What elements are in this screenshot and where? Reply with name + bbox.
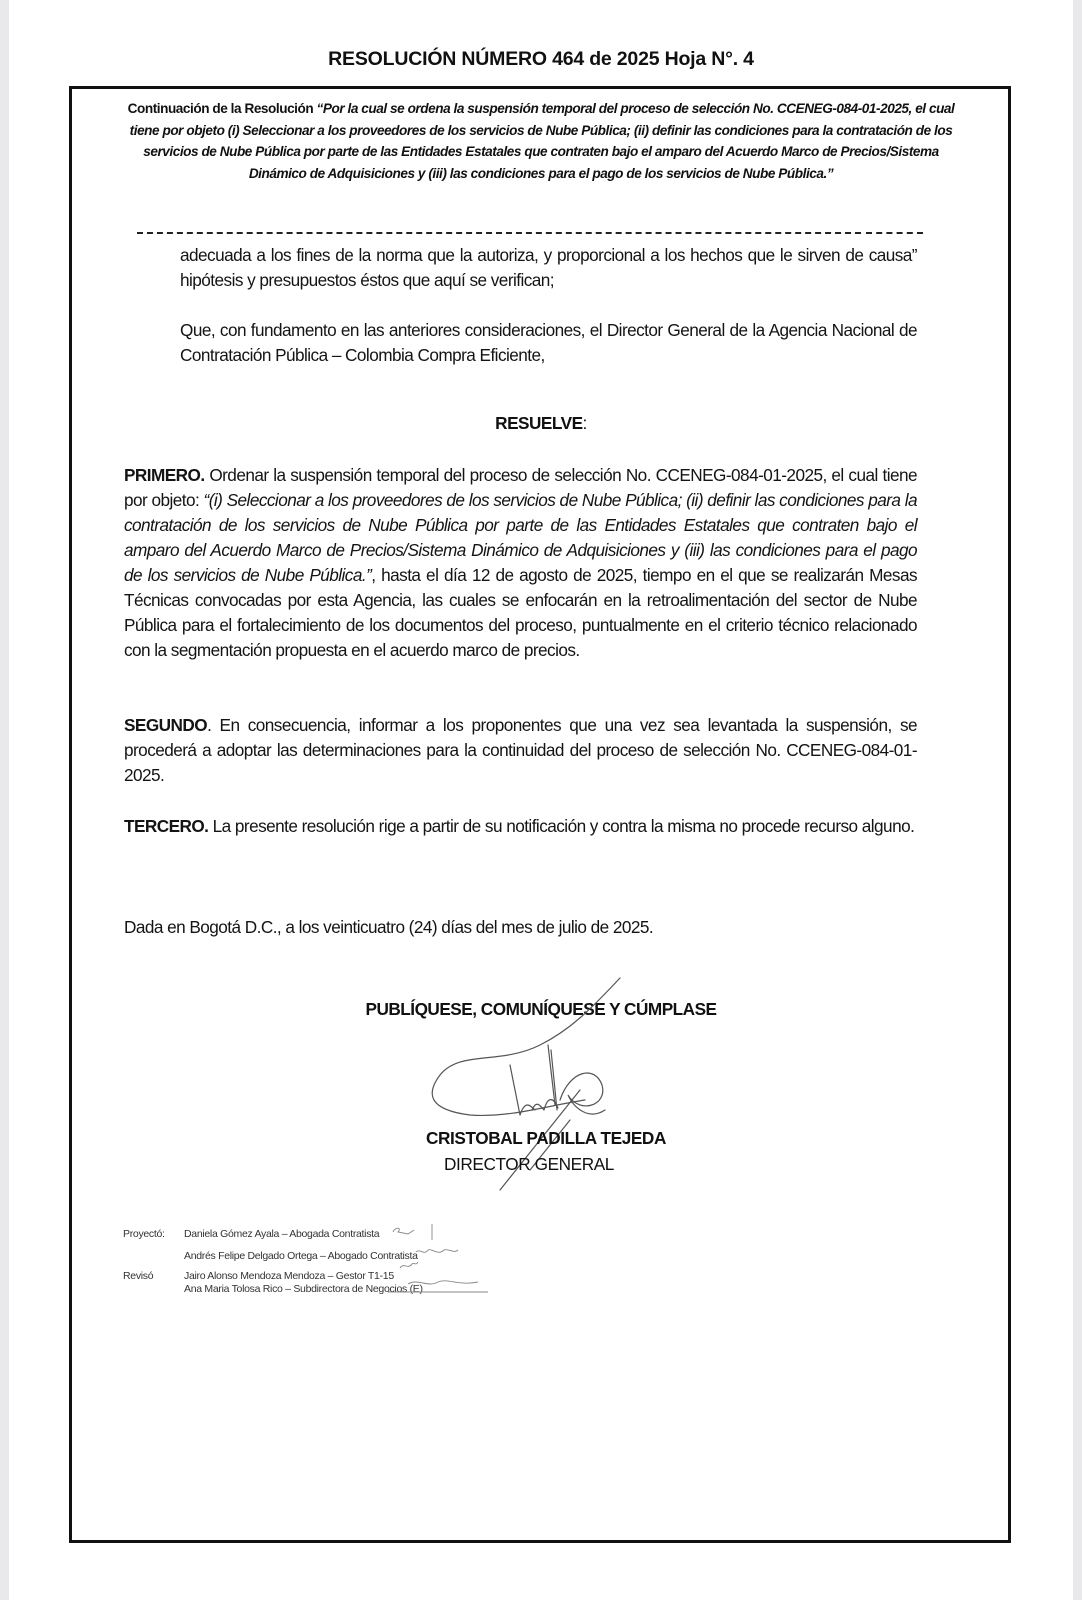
- footer-proyecto-label: Proyectó:: [123, 1228, 165, 1240]
- resolution-title: RESOLUCIÓN NÚMERO 464 de 2025 Hoja N°. 4: [328, 48, 754, 70]
- closing-formula: PUBLÍQUESE, COMUNÍQUESE Y CÚMPLASE: [365, 999, 717, 1019]
- footer-proyecto-2: Andrés Felipe Delgado Ortega – Abogado Contratista: [184, 1250, 418, 1262]
- paragraph-considerandos: Que, con fundamento en las anteriores consideraciones, el Director General de la Agencia Nacional de Contratación Pública – Colombia Compra Eficiente,: [180, 320, 917, 365]
- article-tercero-text: La presente resolución rige a partir de su notificación y contra la misma no procede recurso alguno.: [208, 816, 915, 836]
- initials-andres: [416, 1250, 458, 1253]
- article-primero-text-b: , hasta el día 12 de agosto de 2025, tiempo en el que se realizarán Mesas Técnicas convocadas por esta Agencia, las cuales se enfocarán en la retroalimentación del sector de Nube Pública para el fortalecimiento de los documentos del proceso, puntualmente en el criterio técnico relacionado con la segmentación propuesta en el acuerdo marco de precios.: [124, 565, 917, 660]
- footer-proyecto-1: Daniela Gómez Ayala – Abogada Contratista: [184, 1228, 380, 1240]
- continuation-lead: Continuación de la Resolución: [127, 101, 317, 116]
- article-segundo-text: . En consecuencia, informar a los proponentes que una vez sea levantada la suspensión, se procederá a adoptar las determinaciones para la continuidad del proceso de selección No. CCENEG-084-01-2025.: [124, 715, 917, 785]
- signer-role: DIRECTOR GENERAL: [444, 1154, 614, 1174]
- resuelve-heading: [0, 413, 1082, 434]
- separator-line-tail: [866, 232, 923, 234]
- initials-daniela: [393, 1224, 432, 1240]
- paragraph-adecuada: adecuada a los fines de la norma que la autoriza, y proporcional a los hechos que le sirven de causa” hipótesis y presupuestos éstos que aquí se verifican;: [180, 245, 917, 290]
- signer-name: CRISTOBAL PADILLA TEJEDA: [426, 1128, 666, 1148]
- separator-line: [137, 232, 861, 234]
- footer-reviso-label: Revisó: [123, 1270, 154, 1282]
- article-segundo: [124, 713, 917, 788]
- article-tercero: [124, 814, 917, 839]
- initials-signatures: [388, 1222, 488, 1302]
- article-primero-label: PRIMERO.: [124, 465, 205, 485]
- article-primero: [124, 463, 917, 663]
- resuelve-colon: :: [582, 413, 587, 433]
- footer-reviso-2: Ana Maria Tolosa Rico – Subdirectora de Negocios (E): [184, 1283, 423, 1295]
- initials-jairo: [400, 1262, 418, 1268]
- article-tercero-label: TERCERO.: [124, 816, 209, 836]
- continuation-quote: “Por la cual se ordena la suspensión temporal del proceso de selección No. CCENEG-084-01-2025, el cual tiene por objeto (i) Seleccionar a los proveedores de los servicios de Nube Pública; (ii) definir las condiciones para la contratación de los servicios de Nube Pública por parte de las Entidades Estatales que contraten bajo el amparo del Acuerdo Marco de Precios/Sistema Dinámico de Adquisiciones y (iii) las condiciones para el pago de los servicios de Nube Pública.”: [129, 101, 955, 181]
- article-segundo-label: SEGUNDO: [124, 715, 208, 735]
- footer-reviso-1: Jairo Alonso Mendoza Mendoza – Gestor T1-15: [184, 1270, 394, 1282]
- resuelve-label: RESUELVE: [495, 413, 583, 433]
- article-primero-text-a: Ordenar la suspensión temporal del proceso de selección No. CCENEG-084-01-2025, el cual tiene por objeto:: [124, 465, 917, 510]
- signature-stroke-curl: [560, 1073, 605, 1114]
- dated-line: Dada en Bogotá D.C., a los veinticuatro (24) días del mes de julio de 2025.: [124, 917, 654, 937]
- continuation-header: [120, 98, 962, 184]
- initials-ana: [388, 1281, 488, 1292]
- article-primero-quote: “(i) Seleccionar a los proveedores de los servicios de Nube Pública; (ii) definir las condiciones para la contratación de los servicios de Nube Pública por parte de las Entidades Estatales que contraten bajo el amparo del Acuerdo Marco de Precios/Sistema Dinámico de Adquisiciones y (iii) las condiciones para el pago de los servicios de Nube Pública.”: [124, 490, 917, 585]
- signature-stroke-loop: [432, 978, 620, 1115]
